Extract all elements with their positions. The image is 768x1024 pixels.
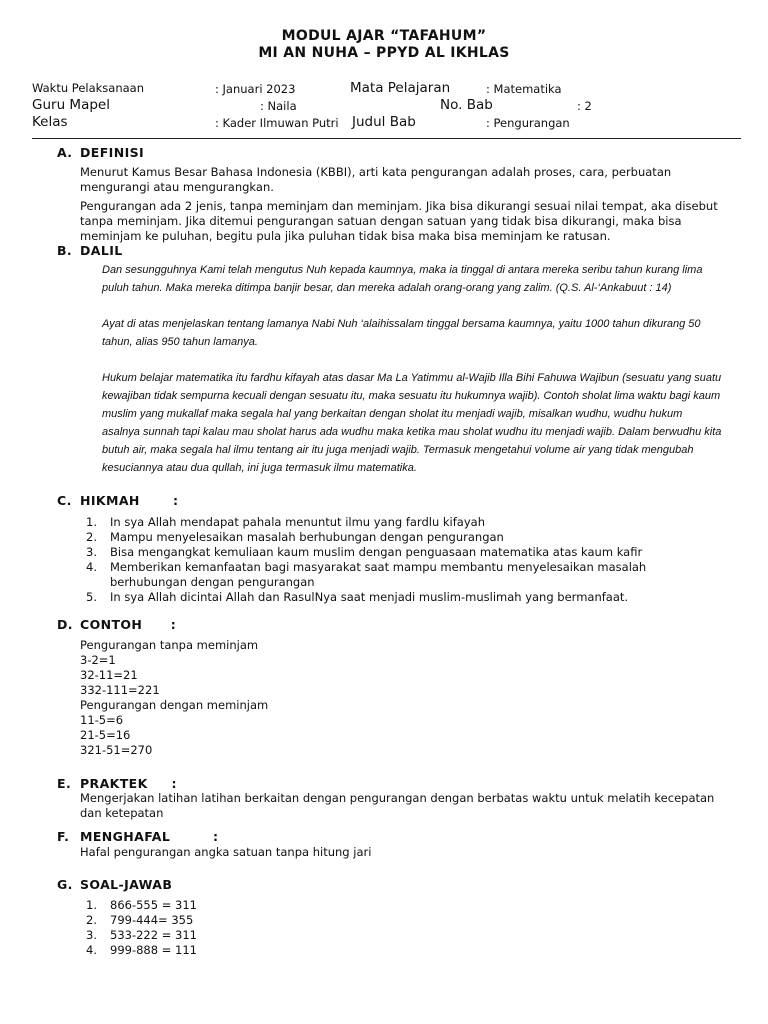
judul-label: Judul Bab <box>352 114 416 130</box>
waktu-label: Waktu Pelaksanaan <box>32 81 145 95</box>
guru-label: Guru Mapel <box>32 97 110 113</box>
list-item: 4. 999-888 = 111 <box>86 943 197 957</box>
section-contoh-heading: D. CONTOH : <box>57 617 177 632</box>
section-soal-jawab-heading: G. SOAL-JAWAB <box>57 877 173 892</box>
section-definisi-heading: A. DEFINISI <box>57 145 145 160</box>
definisi-paragraph-2: Pengurangan ada 2 jenis, tanpa meminjam dan meminjam. Jika bisa dikurangi sesuai nilai tempat, aka disebut tanpa meminjam. Jika ditemui pengurangan satuan dengan satuan yang tidak bisa dikurangi, maka bisa meminjam ke puluhan, begitu pula jika puluhan tidak bisa maka bisa meminjam ke ratusan. <box>80 199 718 243</box>
contoh-line: 3-2=1 <box>80 653 116 667</box>
hikmah-list <box>80 515 700 605</box>
dalil-paragraph-3: Hukum belajar matematika itu fardhu kifayah atas dasar Ma La Yatimmu al-Wajib Illa Bihi Fahuwa Wajibun (sesuatu yang suatu kewajiban tidak sempurna kecuali dengan sesuatu itu, maka sesuatu itu hukumnya wajib). Contoh sholat lima waktu bagi kaum muslim yang mukallaf maka segala hal yang berkaitan dengan sholat itu menjadi wajib, misalkan wudhu, wudhu hukum asalnya sunnah tapi kalau mau sholat harus ada wudhu maka ketika mau sholat wudhu itu menjadi wajib. Dalam berwudhu kita butuh air, maka segala hal ilmu tentang air itu juga menjadi wajib. Termasuk mengetahui volume air yang tidak mengubah kesuciannya atau dua qullah, ini juga termasuk ilmu matematika. <box>102 372 722 474</box>
dalil-paragraph-2: Ayat di atas menjelaskan tentang lamanya Nabi Nuh ‘alaihissalam tinggal bersama kaumnya, yaitu 1000 tahun dikurang 50 tahun, alias 950 tahun lamanya. <box>102 318 701 348</box>
judul-value: : Pengurangan <box>486 116 570 130</box>
definisi-paragraph-1: Menurut Kamus Besar Bahasa Indonesia (KBBI), arti kata pengurangan adalah proses, cara, perbuatan mengurangi atau mengurangkan. <box>80 165 672 194</box>
contoh-line: 32-11=21 <box>80 668 138 682</box>
contoh-line: Pengurangan tanpa meminjam <box>80 638 259 652</box>
list-item: 1. 866-555 = 311 <box>86 898 197 912</box>
list-item: 2. 799-444= 355 <box>86 913 194 927</box>
contoh-line: 332-111=221 <box>80 683 160 697</box>
contoh-line: 11-5=6 <box>80 713 124 727</box>
bab-label: No. Bab <box>440 97 493 113</box>
contoh-line: 21-5=16 <box>80 728 131 742</box>
waktu-value: : Januari 2023 <box>215 82 296 96</box>
section-dalil-heading: B. DALIL <box>57 243 123 258</box>
guru-value: : Naila <box>260 99 297 113</box>
menghafal-text: Hafal pengurangan angka satuan tanpa hitung jari <box>80 845 372 859</box>
praktek-text: Mengerjakan latihan latihan berkaitan dengan pengurangan dengan berbatas waktu untuk melatih kecepatan dan ketepatan <box>80 791 715 820</box>
document-title: MODUL AJAR “TAFAHUM” <box>281 28 487 44</box>
section-hikmah-heading: C. HIKMAH : <box>57 493 179 508</box>
list-item: 3. Bisa mengangkat kemuliaan kaum muslim dengan penguasaan matematika atas kaum kafir <box>86 545 643 559</box>
dalil-paragraph-1: Dan sesungguhnya Kami telah mengutus Nuh kepada kaumnya, maka ia tinggal di antara mereka seribu tahun kurang lima puluh tahun. Maka mereka ditimpa banjir besar, dan mereka adalah orang-orang yang zalim. (Q.S. Al-‘Ankabuut : 14) <box>102 264 703 294</box>
section-menghafal-heading: F. MENGHAFAL : <box>57 829 219 844</box>
soal-jawab-list <box>80 898 700 958</box>
bab-value: : 2 <box>577 99 592 113</box>
contoh-examples <box>80 638 268 758</box>
document-subtitle: MI AN NUHA – PPYD AL IKHLAS <box>258 45 510 61</box>
header-divider <box>32 138 741 139</box>
kelas-label: Kelas <box>32 114 68 130</box>
list-item: 1. In sya Allah mendapat pahala menuntut ilmu yang fardlu kifayah <box>86 515 485 529</box>
kelas-value: : Kader Ilmuwan Putri <box>215 116 339 130</box>
list-item: 3. 533-222 = 311 <box>86 928 197 942</box>
mapel-label: Mata Pelajaran <box>350 80 451 96</box>
list-item: 4. Memberikan kemanfaatan bagi masyarakat saat mampu membantu menyelesaikan masalah berhubungan dengan pengurangan <box>86 560 647 589</box>
contoh-line: Pengurangan dengan meminjam <box>80 698 269 712</box>
list-item: 5. In sya Allah dicintai Allah dan RasulNya saat menjadi muslim-muslimah yang bermanfaat. <box>86 590 629 604</box>
list-item: 2. Mampu menyelesaikan masalah berhubungan dengan pengurangan <box>86 530 504 544</box>
mapel-value: : Matematika <box>486 82 562 96</box>
section-praktek-heading: E. PRAKTEK : <box>57 776 177 791</box>
contoh-line: 321-51=270 <box>80 743 153 757</box>
